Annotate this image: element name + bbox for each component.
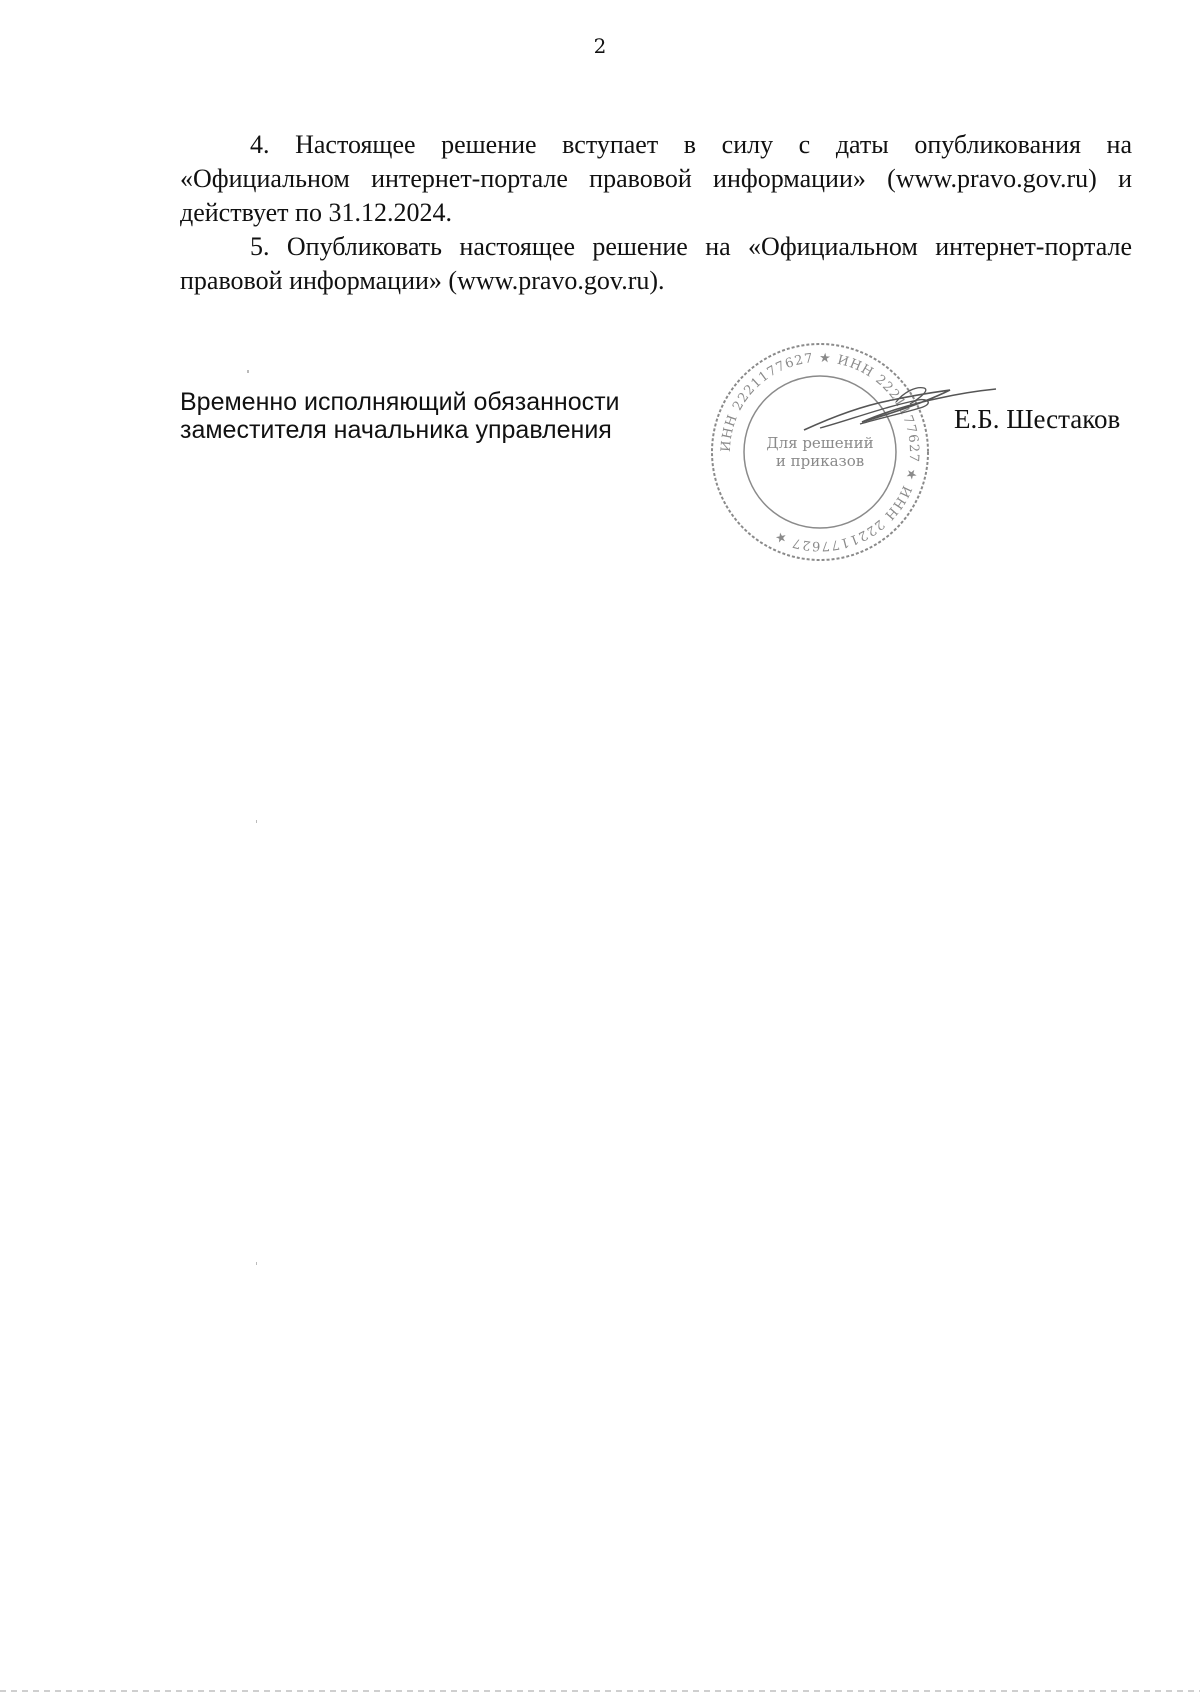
- document-body: [180, 128, 1132, 298]
- paragraph-5: 5. Опубликовать настоящее решение на «Официальном интернет-портале правовой информации» (www.pravo.gov.ru).: [180, 232, 1132, 295]
- paragraph-4: 4. Настоящее решение вступает в силу с даты опубликования на «Официальном интернет-портале правовой информации» (www.pravo.gov.ru) и действует по 31.12.2024.: [180, 130, 1132, 227]
- signatory-name: Е.Б. Шестаков: [954, 404, 1121, 434]
- signatory-title-line-2: заместителя начальника управления: [180, 416, 612, 444]
- signatory-title: [180, 388, 620, 444]
- stamp-ring-text: ИНН 2221177627 ★ ИНН 2221177627 ★ ИНН 2221177627 ★: [718, 350, 922, 554]
- signatory-title-line-1: Временно исполняющий обязанности: [180, 388, 620, 416]
- stamp-center-line-1: Для решений: [766, 434, 874, 452]
- official-stamp: [708, 340, 932, 564]
- scan-speck: [256, 820, 257, 823]
- scan-speck: [247, 370, 249, 373]
- stamp-center-line-2: и приказов: [775, 452, 865, 470]
- page-number: 2: [593, 34, 607, 58]
- scan-edge-noise: [0, 1690, 1200, 1692]
- scan-speck: [256, 1262, 257, 1265]
